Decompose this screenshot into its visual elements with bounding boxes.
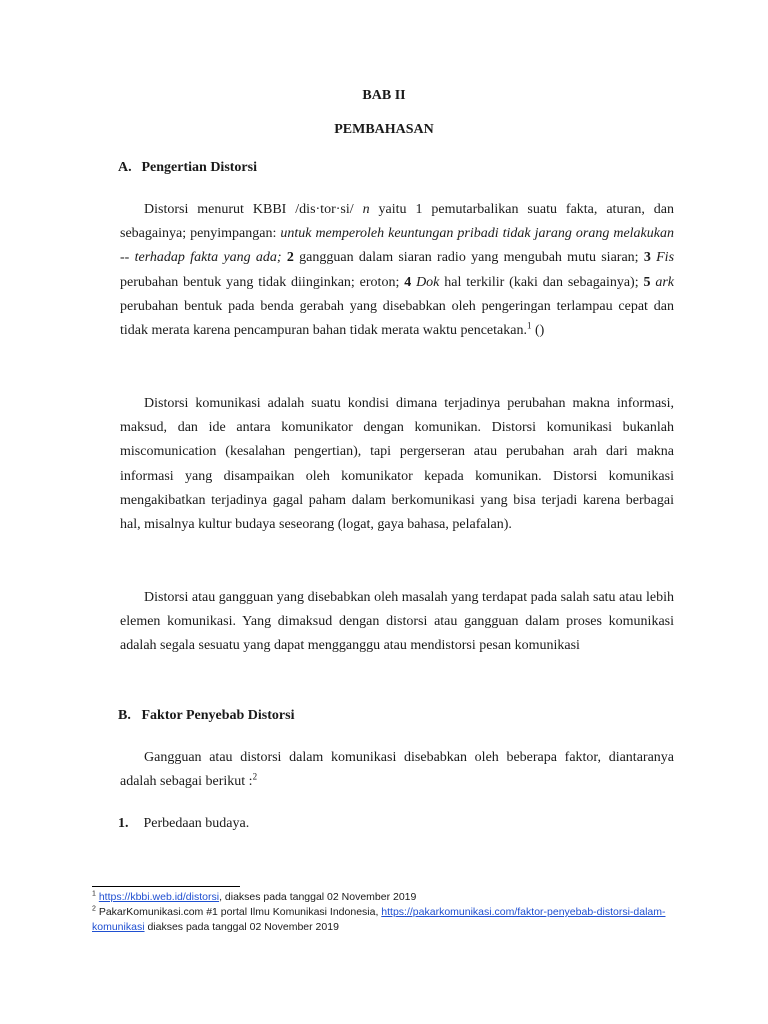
section-a-paragraph-2 [120,392,674,537]
p1-text: () [531,323,545,339]
section-b-letter: B. [118,708,131,723]
p1-text: Distorsi menurut KBBI /dis·tor·si/ [144,202,363,217]
p1-domain-label: ark [655,274,674,290]
section-b-title: Faktor Penyebab Distorsi [141,708,295,723]
p1-wordclass: n [362,202,370,217]
footnote-2-text: diakses pada tanggal 02 November 2019 [144,921,339,933]
footnote-separator [92,886,240,887]
section-a-heading [118,160,257,176]
section-a-letter: A. [118,160,132,175]
footnote-2-text: PakarKomunikasi.com #1 portal Ilmu Komunikasi Indonesia, [95,906,382,918]
p1-example: untuk memperoleh keuntungan pribadi tidak jarang orang melakukan -- terhadap fakta yang ada; [120,226,674,266]
p1-domain-label: Fis [656,250,675,266]
p1-sense-number: 5 [643,274,651,290]
footnote-ref-2[interactable]: 2 [252,771,258,782]
footnote-2-link[interactable]: https://pakarkomunikasi.com/faktor-penyebab-distorsi-dalam-komunikasi [92,906,666,933]
p1-sense-number: 4 [404,274,412,290]
p1-text: perubahan bentuk pada benda gerabah yang disebabkan oleh pengeringan terlampau cepat dan tidak merata karena pencampuran bahan tidak merata waktu pencetakan. [120,298,674,339]
p1-text: hal terkilir (kaki dan sebagainya); [439,274,644,290]
footnote-ref-1[interactable]: 1 [526,320,532,331]
list-number: 1. [118,816,129,831]
footnote-1-number: 1 [92,890,96,898]
chapter-number: BAB II [362,88,406,103]
footnote-2 [92,905,682,935]
p1-domain-label: Dok [416,274,440,290]
footnotes [92,890,682,935]
section-a-title: Pengertian Distorsi [141,160,257,175]
p1-text: gangguan dalam siaran radio yang mengubah mutu siaran; [293,250,644,266]
footnote-1-link[interactable]: https://kbbi.web.id/distorsi [98,891,220,903]
b-p1-text: Gangguan atau distorsi dalam komunikasi disebabkan oleh beberapa faktor, diantaranya adalah sebagai berikut : [120,750,674,790]
p1-sense-number: 2 [286,250,294,266]
section-b-heading [118,708,294,724]
p1-text: yaitu 1 pemutarbalikan suatu fakta, aturan, dan sebagainya; penyimpangan: [120,202,674,242]
list-text: Perbedaan budaya. [143,816,250,831]
footnote-1 [92,890,682,905]
chapter-title: PEMBAHASAN [334,122,434,137]
footnote-2-number: 2 [92,905,96,913]
list-item [118,816,249,832]
section-a-paragraph-3 [120,586,674,659]
p2-text: Distorsi komunikasi adalah suatu kondisi dimana terjadinya perubahan makna informasi, maksud, dan ide antara komunikator dengan komunikan. Distorsi komunikasi bukanlah miscomunication (kesalahan pengertian), tapi pergerseran atau perubahan arah dari makna informasi yang disampaikan oleh komunikator kepada komunikan. Distorsi komunikasi mengakibatkan terjadinya gagal paham dalam berkomunikasi yang bisa terjadi karena berbagai hal, misalnya kultur budaya seseorang (logat, gaya bahasa, pelafalan). [120,396,674,533]
section-b-paragraph-1 [120,746,674,794]
footnote-1-text: , diakses pada tanggal 02 November 2019 [219,891,417,903]
p1-sense-number: 3 [643,250,651,266]
section-a-paragraph-1 [120,198,674,343]
p3-text: Distorsi atau gangguan yang disebabkan oleh masalah yang terdapat pada salah satu atau lebih elemen komunikasi. Yang dimaksud dengan distorsi atau gangguan dalam proses komunikasi adalah segala sesuatu yang dapat mengganggu atau mendistorsi pesan komunikasi [120,590,674,654]
p1-text: perubahan bentuk yang tidak diinginkan; eroton; [120,274,405,290]
